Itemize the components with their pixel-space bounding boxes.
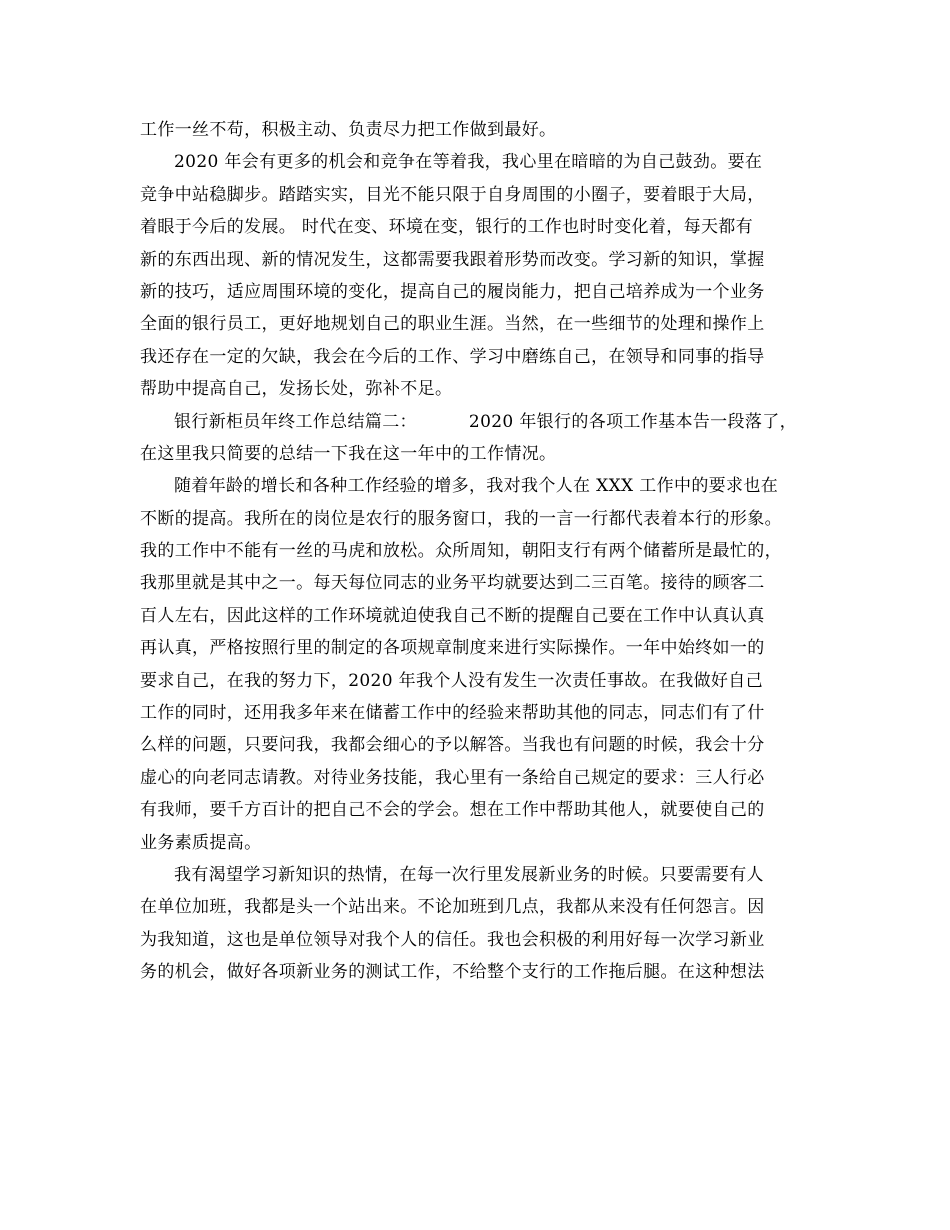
text-line: 要求自己，在我的努力下，2020 年我个人没有发生一次责任事故。在我做好自己 (140, 670, 763, 691)
text-line: 么样的问题，只要问我，我都会细心的予以解答。当我也有问题的时候，我会十分 (140, 735, 765, 756)
text-line: 我的工作中不能有一丝的马虎和放松。众所周知，朝阳支行有两个储蓄所是最忙的， (140, 541, 782, 562)
text-line: 不断的提高。我所在的岗位是农行的服务窗口，我的一言一行都代表着本行的形象。 (140, 508, 782, 529)
section-heading: 银行新柜员年终工作总结篇二： (174, 411, 417, 432)
text-line: 2020 年会有更多的机会和竞争在等着我，我心里在暗暗的为自己鼓劲。要在 (174, 152, 763, 173)
text-line: 在这里我只简要的总结一下我在这一年中的工作情况。 (140, 443, 557, 464)
text-segment: 2020 年银行的各项工作基本告一段落了， (468, 411, 797, 432)
text-line: 务的机会，做好各项新业务的测试工作，不给整个支行的工作拖后腿。在这种想法 (140, 962, 765, 983)
text-line: 再认真，严格按照行里的制定的各项规章制度来进行实际操作。一年中始终如一的 (140, 638, 765, 659)
section-heading-line (140, 406, 830, 438)
text-line: 在单位加班，我都是头一个站出来。不论加班到几点，我都从来没有任何怨言。因 (140, 897, 765, 918)
text-line: 为我知道，这也是单位领导对我个人的信任。我也会积极的利用好每一次学习新业 (140, 929, 765, 950)
text-line: 百人左右，因此这样的工作环境就迫使我自己不断的提醒自己要在工作中认真认真 (140, 605, 765, 626)
text-line: 帮助中提高自己，发扬长处，弥补不足。 (140, 379, 453, 400)
text-line: 虚心的向老同志请教。对待业务技能，我心里有一条给自己规定的要求：三人行必 (140, 767, 765, 788)
body-text (140, 114, 830, 989)
text-line: 工作一丝不苟，积极主动、负责尽力把工作做到最好。 (140, 120, 557, 140)
text-line: 业务素质提高。 (140, 832, 262, 853)
text-line: 有我师，要千方百计的把自己不会的学会。想在工作中帮助其他人，就要使自己的 (140, 800, 765, 821)
text-line: 我那里就是其中之一。每天每位同志的业务平均就要达到二三百笔。接待的顾客二 (140, 573, 765, 594)
text-line: 新的技巧，适应周围环境的变化，提高自己的履岗能力，把自己培养成为一个业务 (140, 281, 765, 302)
text-line: 随着年龄的增长和各种工作经验的增多，我对我个人在 XXX 工作中的要求也在 (174, 476, 779, 497)
text-line: 新的东西出现、新的情况发生，这都需要我跟着形势而改变。学习新的知识，掌握 (140, 249, 765, 270)
text-line: 着眼于今后的发展。 时代在变、环境在变，银行的工作也时时变化着，每天都有 (140, 217, 754, 238)
text-line: 我还存在一定的欠缺，我会在今后的工作、学习中磨练自己，在领导和同事的指导 (140, 346, 765, 367)
text-line: 我有渴望学习新知识的热情，在每一次行里发展新业务的时候。只要需要有人 (174, 864, 764, 885)
text-line: 竞争中站稳脚步。踏踏实实，目光不能只限于自身周围的小圈子，要着眼于大局， (140, 184, 765, 205)
text-line: 全面的银行员工，更好地规划自己的职业生涯。当然，在一些细节的处理和操作上 (140, 314, 765, 335)
text-line: 工作的同时，还用我多年来在储蓄工作中的经验来帮助其他的同志，同志们有了什 (140, 703, 765, 724)
